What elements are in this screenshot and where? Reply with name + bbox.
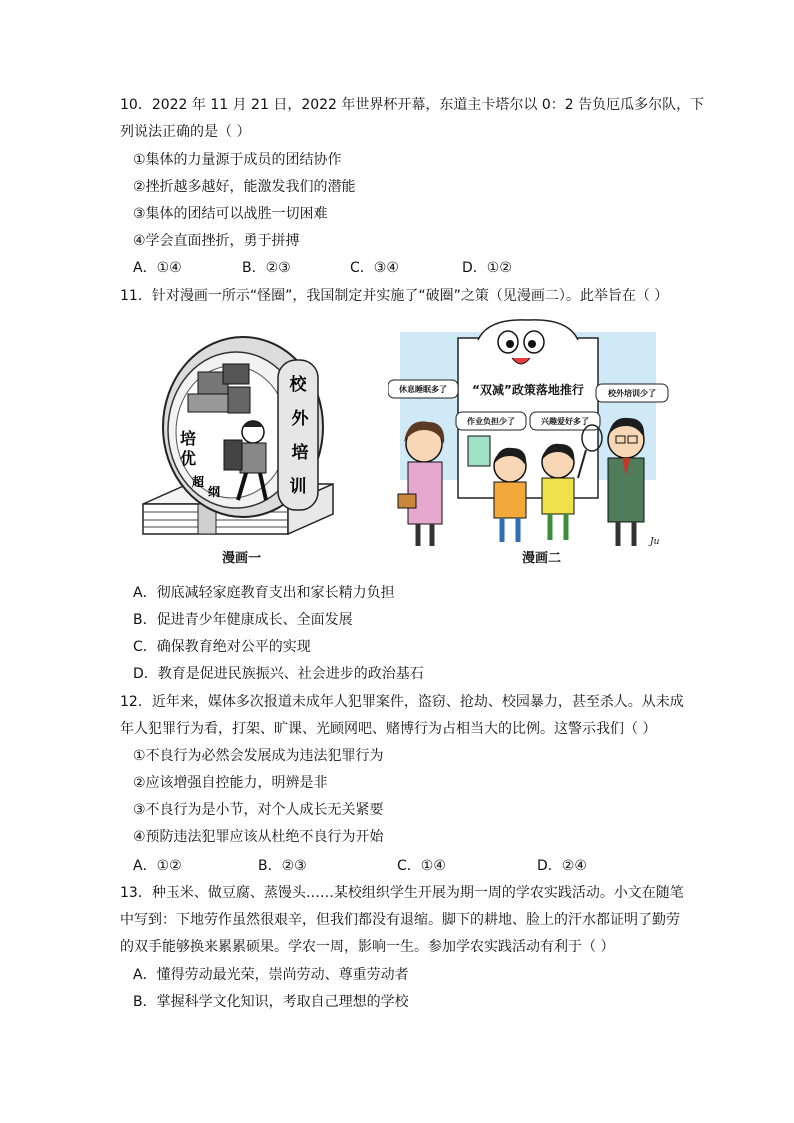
q13-option-b: B．掌握科学文化知识，考取自己理想的学校	[133, 994, 409, 1010]
q12-item-4: ④预防违法犯罪应该从杜绝不良行为开始	[133, 829, 384, 845]
bubble-tutoring: 校外培训少了	[608, 389, 656, 398]
cartoon-two-illustration	[388, 318, 674, 550]
q12-stem-line1: 12．近年来，媒体多次报道未成年人犯罪案件，盗窃、抢劫、校园暴力，甚至杀人。从未成	[120, 694, 684, 710]
wheel-char-1: 校	[289, 375, 307, 395]
q12-option-b: B．②③	[258, 858, 307, 874]
q12-option-c: C．①④	[397, 858, 446, 874]
wheel-char-2: 外	[291, 409, 309, 429]
q11-option-b: B．促进青少年健康成长、全面发展	[133, 612, 353, 628]
q10-option-a: A．①④	[133, 260, 182, 276]
inner-char-2: 优	[179, 449, 197, 468]
bubble-homework: 作业负担少了	[467, 417, 515, 426]
q10-item-4: ④学会直面挫折，勇于拼搏	[133, 233, 300, 249]
teacher-figure	[608, 418, 644, 546]
cartoon-one-caption: 漫画一	[222, 551, 262, 566]
inner-char-1: 培	[179, 429, 197, 448]
q12-option-d: D．②④	[537, 858, 587, 874]
q11-option-d: D．教育是促进民族振兴、社会进步的政治基石	[133, 666, 424, 682]
q12-item-1: ①不良行为必然会发展成为违法犯罪行为	[133, 748, 384, 764]
bubble-hobbies: 兴趣爱好多了	[541, 417, 589, 426]
wheel-char-3: 培	[291, 443, 309, 463]
wheel-char-4: 训	[289, 477, 307, 497]
q13-stem-line3: 的双手能够换来累累硕果。学农一周，影响一生。参加学农实践活动有利于（ ）	[120, 939, 615, 955]
q10-item-1: ①集体的力量源于成员的团结协作	[133, 152, 342, 168]
q10-option-c: C．③④	[350, 260, 399, 276]
q11-option-a: A．彻底减轻家庭教育支出和家长精力负担	[133, 585, 395, 601]
q10-stem-line1: 10．2022 年 11 月 21 日，2022 年世界杯开幕，东道主卡塔尔以 0：2 告负厄瓜多尔队，下	[120, 97, 705, 113]
mother-figure	[398, 421, 444, 546]
q12-item-2: ②应该增强自控能力，明辨是非	[133, 775, 328, 791]
q10-item-3: ③集体的团结可以战胜一切困难	[133, 206, 328, 222]
q11-stem: 11．针对漫画一所示“怪圈”，我国制定并实施了“破圈”之策（见漫画二）。此举旨在（ ）	[120, 288, 669, 304]
q11-option-c: C．确保教育绝对公平的实现	[133, 639, 311, 655]
policy-banner-text: “双减”政策落地推行	[472, 383, 584, 397]
q12-stem-line2: 年人犯罪行为看，打架、旷课、光顾网吧、赌博行为占相当大的比例。这警示我们（ ）	[120, 721, 657, 737]
q13-stem-line1: 13．种玉米、做豆腐、蒸馒头……某校组织学生开展为期一周的学农实践活动。小文在随笔	[120, 885, 684, 901]
bubble-rest: 休息睡眠多了	[399, 385, 447, 394]
q10-stem-line2: 列说法正确的是（ ）	[120, 124, 251, 140]
cartoon-one-illustration	[128, 332, 338, 540]
q12-item-3: ③不良行为是小节，对个人成长无关紧要	[133, 802, 384, 818]
q10-option-b: B．②③	[242, 260, 291, 276]
q13-stem-line2: 中写到：下地劳作虽然很艰辛，但我们都没有退缩。脚下的耕地、脸上的汗水都证明了勤劳	[120, 912, 680, 928]
q13-option-a: A．懂得劳动最光荣，崇尚劳动、尊重劳动者	[133, 967, 409, 983]
q12-option-a: A．①②	[133, 858, 182, 874]
cartoon-two-caption: 漫画二	[522, 551, 562, 566]
inner-char-4: 纲	[207, 485, 221, 499]
inner-char-3: 超	[191, 475, 205, 489]
policy-banner-mascot	[458, 320, 598, 498]
artist-signature: Ju	[650, 537, 660, 547]
q10-option-d: D．①②	[462, 260, 512, 276]
q10-item-2: ②挫折越多越好，能激发我们的潜能	[133, 179, 356, 195]
